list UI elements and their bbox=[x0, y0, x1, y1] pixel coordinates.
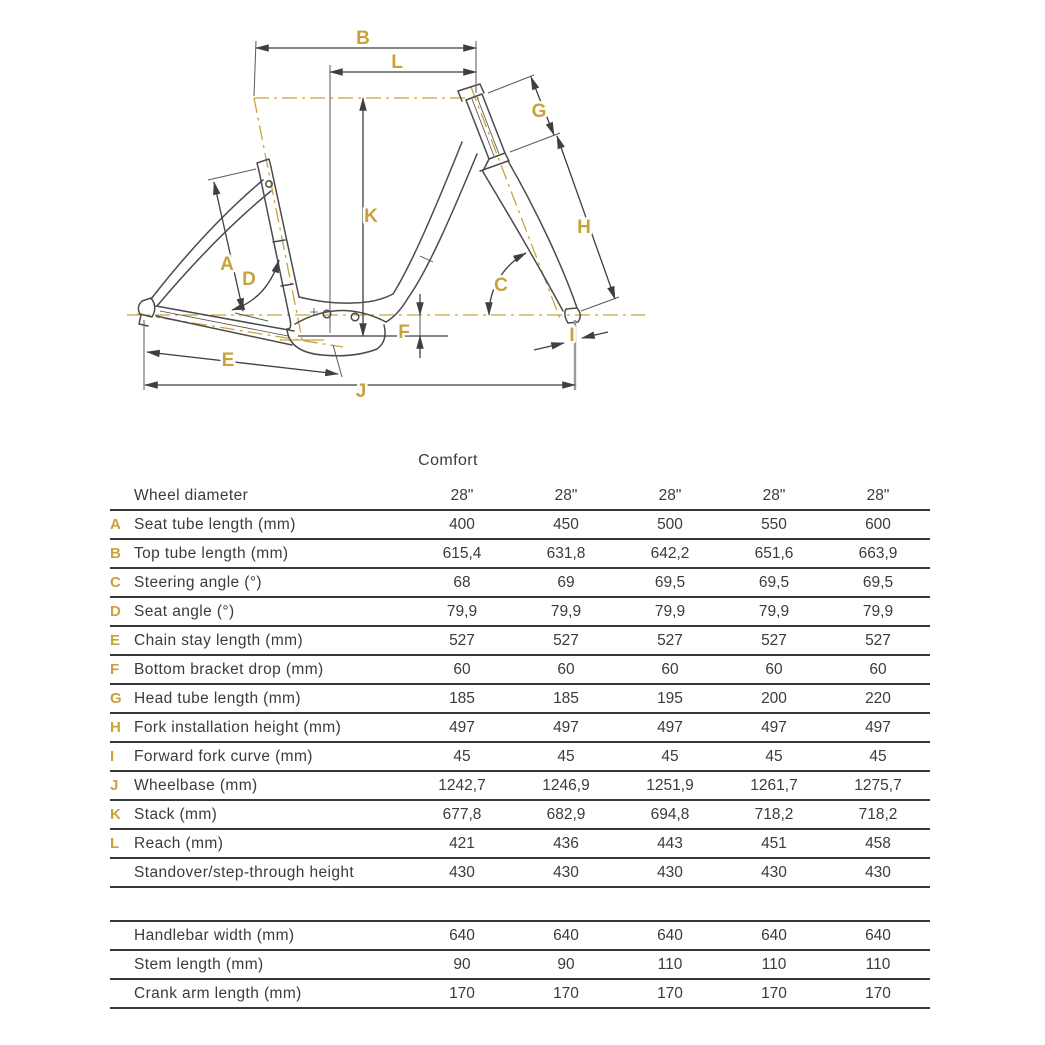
row-value: 28" bbox=[450, 486, 474, 504]
row-value: 451 bbox=[761, 834, 787, 852]
row-value: 600 bbox=[865, 515, 891, 533]
table-row bbox=[110, 859, 930, 888]
geometry-table-components bbox=[110, 920, 930, 1009]
steering-axis bbox=[471, 87, 561, 321]
row-letter: E bbox=[110, 632, 121, 649]
row-value: 663,9 bbox=[858, 544, 898, 562]
dim-label-C: C bbox=[494, 275, 508, 296]
row-value: 651,6 bbox=[754, 544, 794, 562]
row-label: Fork installation height (mm) bbox=[134, 718, 342, 736]
row-value: 200 bbox=[761, 689, 787, 707]
row-letter: D bbox=[110, 603, 121, 620]
table-row bbox=[110, 980, 930, 1009]
row-value: 170 bbox=[761, 984, 787, 1002]
row-label: Top tube length (mm) bbox=[134, 544, 289, 562]
row-value: 694,8 bbox=[650, 805, 690, 823]
row-value: 90 bbox=[453, 955, 471, 973]
dim-label-D: D bbox=[242, 269, 256, 290]
row-value: 718,2 bbox=[858, 805, 898, 823]
dim-label-F: F bbox=[398, 322, 410, 343]
row-value: 170 bbox=[865, 984, 891, 1002]
seat-tube-axis bbox=[254, 98, 303, 344]
row-value: 500 bbox=[657, 515, 683, 533]
dim-E-chainstay bbox=[147, 352, 338, 374]
row-value: 421 bbox=[449, 834, 475, 852]
table-row bbox=[110, 801, 930, 830]
row-value: 443 bbox=[657, 834, 683, 852]
row-value: 682,9 bbox=[546, 805, 586, 823]
row-label: Wheelbase (mm) bbox=[134, 776, 258, 794]
dim-label-J: J bbox=[355, 381, 367, 402]
row-value: 170 bbox=[449, 984, 475, 1002]
row-value: 110 bbox=[761, 955, 787, 973]
row-value: 79,9 bbox=[446, 602, 478, 620]
row-value: 640 bbox=[449, 926, 475, 944]
row-value: 1246,9 bbox=[542, 776, 590, 794]
row-value: 640 bbox=[761, 926, 787, 944]
row-value: 79,9 bbox=[654, 602, 686, 620]
row-value: 718,2 bbox=[754, 805, 794, 823]
row-letter: J bbox=[110, 777, 119, 794]
row-value: 110 bbox=[657, 955, 683, 973]
row-value: 527 bbox=[657, 631, 683, 649]
row-label: Standover/step-through height bbox=[134, 863, 355, 881]
row-value: 640 bbox=[865, 926, 891, 944]
dimension-labels bbox=[220, 28, 591, 402]
row-value: 28" bbox=[658, 486, 682, 504]
table-row bbox=[110, 656, 930, 685]
row-value: 60 bbox=[765, 660, 783, 678]
table-row bbox=[110, 743, 930, 772]
geometry-table-main bbox=[110, 482, 930, 888]
row-value: 45 bbox=[869, 747, 887, 765]
row-value: 458 bbox=[865, 834, 891, 852]
row-value: 640 bbox=[657, 926, 683, 944]
dim-label-I: I bbox=[569, 325, 575, 346]
row-value: 28" bbox=[554, 486, 578, 504]
table-row bbox=[110, 830, 930, 859]
row-value: 527 bbox=[761, 631, 787, 649]
row-value: 642,2 bbox=[650, 544, 690, 562]
table-row bbox=[110, 598, 930, 627]
row-value: 60 bbox=[453, 660, 471, 678]
dim-I-fork-offset bbox=[582, 332, 608, 338]
row-letter: F bbox=[110, 661, 120, 678]
row-value: 615,4 bbox=[442, 544, 482, 562]
row-letter: C bbox=[110, 574, 121, 591]
table-row bbox=[110, 772, 930, 801]
row-letter: B bbox=[110, 545, 121, 562]
dim-I-fork-offset bbox=[534, 343, 564, 350]
row-label: Bottom bracket drop (mm) bbox=[134, 660, 324, 678]
table-row bbox=[110, 627, 930, 656]
row-value: 400 bbox=[449, 515, 475, 533]
motor-housing bbox=[295, 310, 386, 324]
row-value: 497 bbox=[449, 718, 475, 736]
row-letter: H bbox=[110, 719, 121, 736]
row-letter: K bbox=[110, 806, 121, 823]
row-value: 450 bbox=[553, 515, 579, 533]
row-value: 1261,7 bbox=[750, 776, 798, 794]
table-row bbox=[110, 569, 930, 598]
row-value: 185 bbox=[449, 689, 475, 707]
rear-dropout bbox=[138, 298, 154, 317]
dim-label-G: G bbox=[531, 101, 547, 122]
row-label: Steering angle (°) bbox=[134, 573, 262, 591]
dim-label-L: L bbox=[391, 52, 403, 73]
row-value: 60 bbox=[557, 660, 575, 678]
row-value: 527 bbox=[449, 631, 475, 649]
row-letter: G bbox=[110, 690, 122, 707]
dim-label-E: E bbox=[221, 350, 235, 371]
row-value: 69,5 bbox=[654, 573, 686, 591]
table-row bbox=[110, 482, 930, 511]
row-label: Wheel diameter bbox=[134, 486, 249, 504]
row-value: 185 bbox=[553, 689, 579, 707]
row-letter: I bbox=[110, 748, 115, 765]
table-row bbox=[110, 922, 930, 951]
row-value: 28" bbox=[866, 486, 890, 504]
row-value: 527 bbox=[865, 631, 891, 649]
row-value: 640 bbox=[553, 926, 579, 944]
row-value: 527 bbox=[553, 631, 579, 649]
table-title: Comfort bbox=[418, 452, 478, 469]
row-value: 677,8 bbox=[442, 805, 482, 823]
row-value: 45 bbox=[765, 747, 783, 765]
row-value: 79,9 bbox=[758, 602, 790, 620]
extension-lines bbox=[144, 41, 619, 390]
row-value: 28" bbox=[762, 486, 786, 504]
row-value: 497 bbox=[553, 718, 579, 736]
row-value: 430 bbox=[657, 863, 683, 881]
row-value: 436 bbox=[553, 834, 579, 852]
row-value: 110 bbox=[865, 955, 891, 973]
centerlines bbox=[127, 87, 645, 347]
row-value: 90 bbox=[557, 955, 575, 973]
row-value: 430 bbox=[449, 863, 475, 881]
row-label: Chain stay length (mm) bbox=[134, 631, 304, 649]
row-label: Seat angle (°) bbox=[134, 602, 235, 620]
row-letter: L bbox=[110, 835, 120, 852]
row-value: 1251,9 bbox=[646, 776, 694, 794]
row-value: 68 bbox=[453, 573, 471, 591]
row-value: 45 bbox=[557, 747, 575, 765]
row-letter: A bbox=[110, 516, 121, 533]
fork bbox=[508, 161, 577, 308]
row-value: 550 bbox=[761, 515, 787, 533]
row-value: 79,9 bbox=[550, 602, 582, 620]
row-label: Head tube length (mm) bbox=[134, 689, 301, 707]
row-value: 79,9 bbox=[862, 602, 894, 620]
row-label: Forward fork curve (mm) bbox=[134, 747, 313, 765]
table-row bbox=[110, 951, 930, 980]
dim-label-B: B bbox=[356, 28, 370, 49]
bike-geometry-diagram bbox=[0, 0, 1045, 435]
motor-bolt bbox=[351, 313, 359, 321]
row-label: Stack (mm) bbox=[134, 805, 218, 823]
row-value: 1242,7 bbox=[438, 776, 486, 794]
row-value: 170 bbox=[657, 984, 683, 1002]
dim-label-K: K bbox=[364, 206, 378, 227]
table-row bbox=[110, 685, 930, 714]
row-value: 69,5 bbox=[758, 573, 790, 591]
row-value: 60 bbox=[661, 660, 679, 678]
row-label: Crank arm length (mm) bbox=[134, 984, 302, 1002]
table-row bbox=[110, 714, 930, 743]
row-value: 45 bbox=[453, 747, 471, 765]
row-value: 497 bbox=[865, 718, 891, 736]
row-value: 195 bbox=[657, 689, 683, 707]
row-value: 170 bbox=[553, 984, 579, 1002]
row-value: 1275,7 bbox=[854, 776, 902, 794]
dim-label-A: A bbox=[220, 254, 234, 275]
row-value: 497 bbox=[761, 718, 787, 736]
row-value: 220 bbox=[865, 689, 891, 707]
row-value: 45 bbox=[661, 747, 679, 765]
row-value: 60 bbox=[869, 660, 887, 678]
row-label: Seat tube length (mm) bbox=[134, 515, 296, 533]
row-value: 430 bbox=[761, 863, 787, 881]
table-row bbox=[110, 511, 930, 540]
row-label: Handlebar width (mm) bbox=[134, 926, 295, 944]
row-value: 497 bbox=[657, 718, 683, 736]
row-value: 631,8 bbox=[546, 544, 586, 562]
row-value: 430 bbox=[553, 863, 579, 881]
row-label: Reach (mm) bbox=[134, 834, 224, 852]
row-value: 430 bbox=[865, 863, 891, 881]
row-label: Stem length (mm) bbox=[134, 955, 264, 973]
table-row bbox=[110, 540, 930, 569]
dim-label-H: H bbox=[577, 217, 591, 238]
row-value: 69 bbox=[557, 573, 575, 591]
row-value: 69,5 bbox=[862, 573, 894, 591]
